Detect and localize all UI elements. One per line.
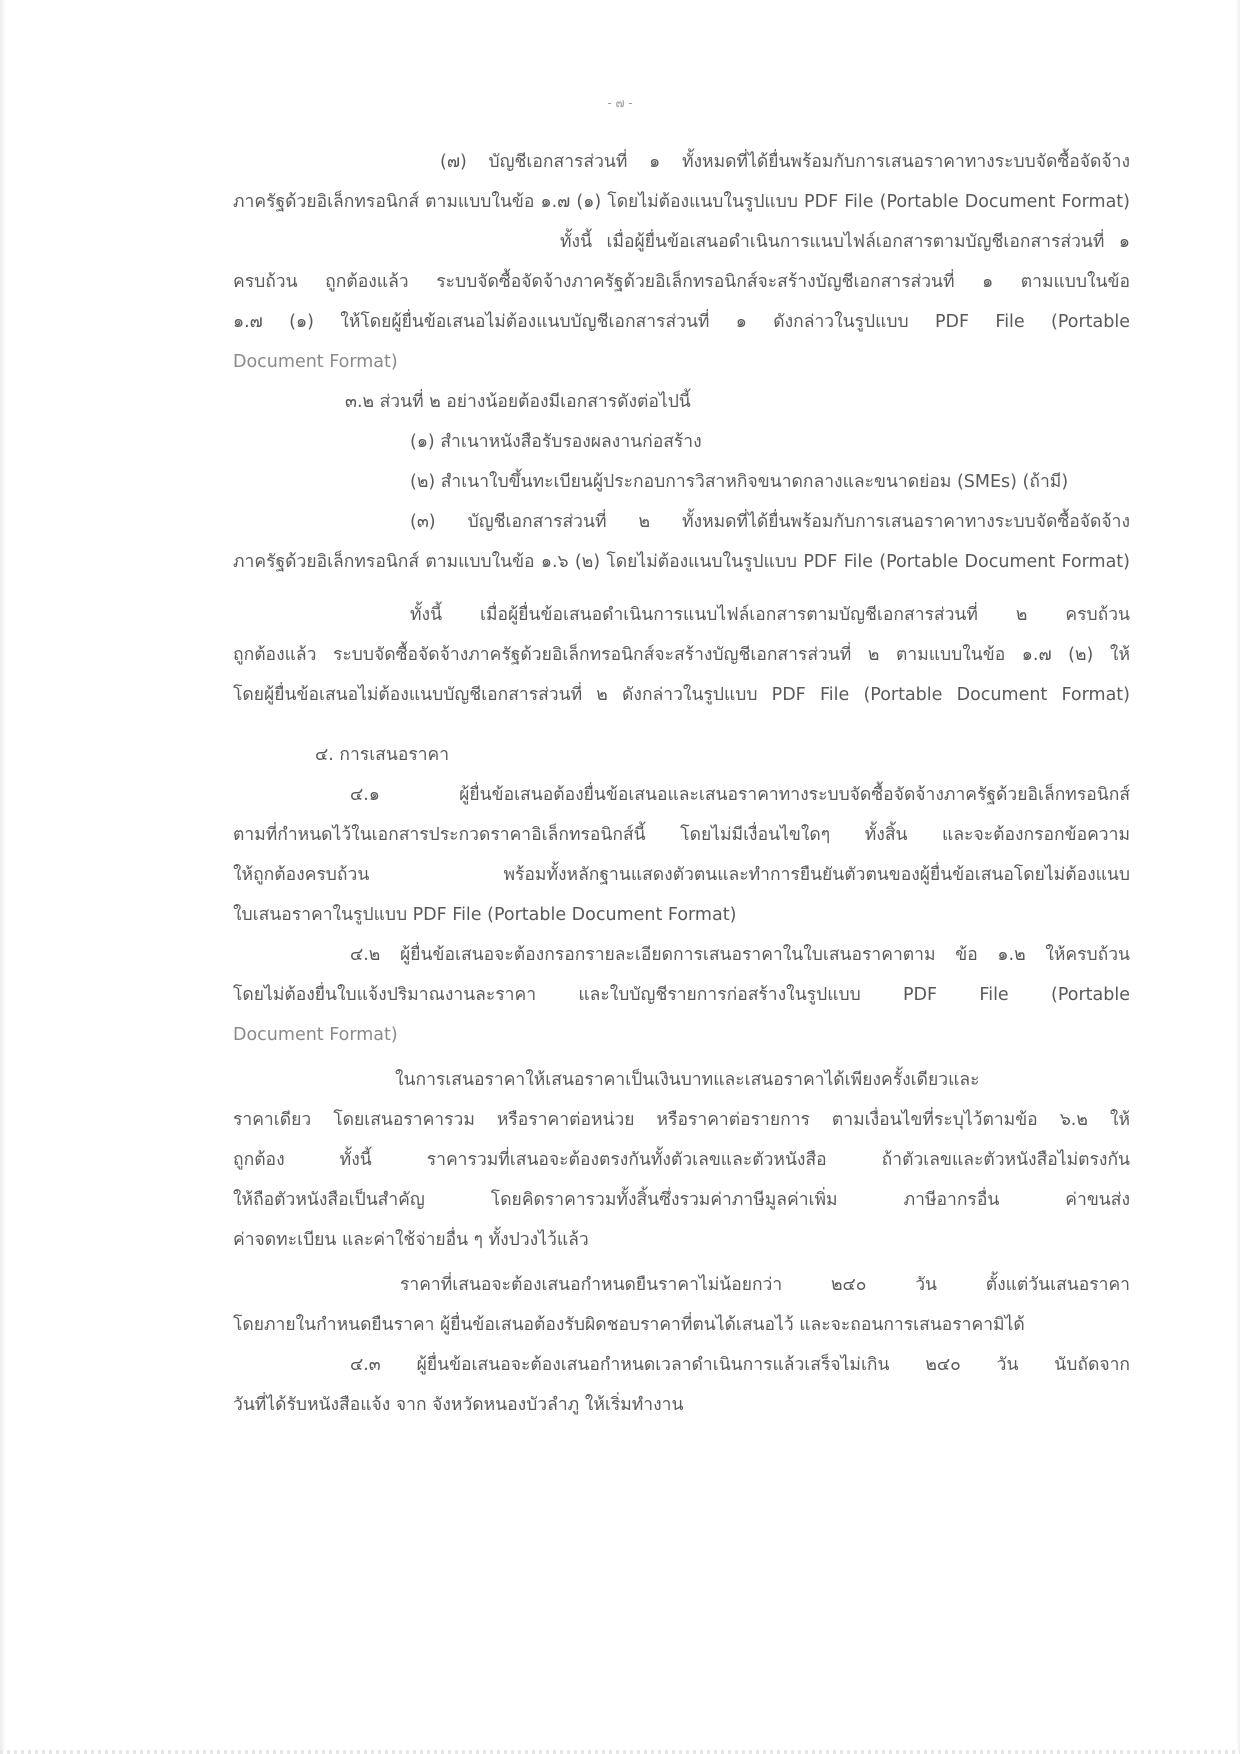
pricing-line-1: ในการเสนอราคาให้เสนอราคาเป็นเงินบาทและเสนอราคาได้เพียงครั้งเดียวและ [395, 1070, 980, 1090]
clause-4-1-line-4: ใบเสนอราคาในรูปแบบ PDF File (Portable Document Format) [233, 905, 737, 925]
clause-4-3-line-2: วันที่ได้รับหนังสือแจ้ง จาก จังหวัดหนองบัวลำภู ให้เริ่มทำงาน [233, 1395, 684, 1415]
validity-line-2: โดยภายในกำหนดยืนราคา ผู้ยื่นข้อเสนอต้องรับผิดชอบราคาที่ตนได้เสนอไว้ และจะถอนการเสนอราคามิได้ [233, 1315, 1025, 1335]
pricing-line-2: ราคาเดียว โดยเสนอราคารวม หรือราคาต่อหน่วย หรือราคาต่อรายการ ตามเงื่อนไขที่ระบุไว้ตามข้อ ๖.๒ ให้ [233, 1110, 1130, 1130]
section-3-2-item-1: (๑) สำเนาหนังสือรับรองผลงานก่อสร้าง [410, 432, 702, 452]
clause-4-1-line-2: ตามที่กำหนดไว้ในเอกสารประกวดราคาอิเล็กทรอนิกส์นี้ โดยไม่มีเงื่อนไขใดๆ ทั้งสิ้น และจะต้องกรอกข้อความ [233, 825, 1130, 845]
clause-4-1-line-1: ๔.๑ ผู้ยื่นข้อเสนอต้องยื่นข้อเสนอและเสนอราคาทางระบบจัดซื้อจัดจ้างภาครัฐด้วยอิเล็กทรอนิกส์ [350, 785, 1130, 805]
section-3-2-note-line-2: ถูกต้องแล้ว ระบบจัดซื้อจัดจ้างภาครัฐด้วยอิเล็กทรอนิกส์จะสร้างบัญชีเอกสารส่วนที่ ๒ ตามแบบในข้อ ๑.๗ (๒) ให้ [233, 645, 1130, 665]
validity-line-1: ราคาที่เสนอจะต้องเสนอกำหนดยืนราคาไม่น้อยกว่า ๒๔๐ วัน ตั้งแต่วันเสนอราคา [400, 1275, 1130, 1295]
clause-4-1-line-3: ให้ถูกต้องครบถ้วน พร้อมทั้งหลักฐานแสดงตัวตนและทำการยืนยันตัวตนของผู้ยื่นข้อเสนอโดยไม่ต้องแนบ [233, 865, 1130, 885]
item-7-note-line-3: ๑.๗ (๑) ให้โดยผู้ยื่นข้อเสนอไม่ต้องแนบบัญชีเอกสารส่วนที่ ๑ ดังกล่าวในรูปแบบ PDF File (Portable [233, 312, 1130, 332]
item-7-note-line-4: Document Format) [233, 352, 398, 372]
scan-edge-bottom [0, 1750, 1240, 1754]
clause-4-3-line-1: ๔.๓ ผู้ยื่นข้อเสนอจะต้องเสนอกำหนดเวลาดำเนินการแล้วเสร็จไม่เกิน ๒๔๐ วัน นับถัดจาก [350, 1355, 1130, 1375]
clause-4-2-line-3: Document Format) [233, 1025, 398, 1045]
section-4-heading: ๔. การเสนอราคา [315, 745, 450, 765]
clause-4-2-line-1: ๔.๒ ผู้ยื่นข้อเสนอจะต้องกรอกรายละเอียดการเสนอราคาในใบเสนอราคาตาม ข้อ ๑.๒ ให้ครบถ้วน [350, 945, 1130, 965]
section-3-2-item-3-continuation: ภาครัฐด้วยอิเล็กทรอนิกส์ ตามแบบในข้อ ๑.๖ (๒) โดยไม่ต้องแนบในรูปแบบ PDF File (Portable Document Format) [233, 552, 1130, 572]
item-7-note-line-2: ครบถ้วน ถูกต้องแล้ว ระบบจัดซื้อจัดจ้างภาครัฐด้วยอิเล็กทรอนิกส์จะสร้างบัญชีเอกสารส่วนที่ ๑ ตามแบบในข้อ [233, 272, 1130, 292]
pricing-line-5: ค่าจดทะเบียน และค่าใช้จ่ายอื่น ๆ ทั้งปวงไว้แล้ว [233, 1230, 589, 1250]
pricing-line-3: ถูกต้อง ทั้งนี้ ราคารวมที่เสนอจะต้องตรงกันทั้งตัวเลขและตัวหนังสือ ถ้าตัวเลขและตัวหนังสือไม่ตรงกัน [233, 1150, 1130, 1170]
section-3-2-heading: ๓.๒ ส่วนที่ ๒ อย่างน้อยต้องมีเอกสารดังต่อไปนี้ [345, 392, 691, 412]
pricing-line-4: ให้ถือตัวหนังสือเป็นสำคัญ โดยคิดราคารวมทั้งสิ้นซึ่งรวมค่าภาษีมูลค่าเพิ่ม ภาษีอากรอื่น ค่าขนส่ง [233, 1190, 1130, 1210]
section-3-2-item-3: (๓) บัญชีเอกสารส่วนที่ ๒ ทั้งหมดที่ได้ยื่นพร้อมกับการเสนอราคาทางระบบจัดซื้อจัดจ้าง [410, 512, 1130, 532]
scan-edge-left [0, 0, 6, 1754]
item-7-line-1: (๗) บัญชีเอกสารส่วนที่ ๑ ทั้งหมดที่ได้ยื่นพร้อมกับการเสนอราคาทางระบบจัดซื้อจัดจ้าง [440, 152, 1130, 172]
item-7-note-line-1: ทั้งนี้ เมื่อผู้ยื่นข้อเสนอดำเนินการแนบไฟล์เอกสารตามบัญชีเอกสารส่วนที่ ๑ [560, 232, 1130, 252]
section-3-2-item-2: (๒) สำเนาใบขึ้นทะเบียนผู้ประกอบการวิสาหกิจขนาดกลางและขนาดย่อม (SMEs) (ถ้ามี) [410, 472, 1069, 492]
clause-4-2-line-2: โดยไม่ต้องยื่นใบแจ้งปริมาณงานละราคา และใบบัญชีรายการก่อสร้างในรูปแบบ PDF File (Portable [233, 985, 1130, 1005]
section-3-2-note-line-1: ทั้งนี้ เมื่อผู้ยื่นข้อเสนอดำเนินการแนบไฟล์เอกสารตามบัญชีเอกสารส่วนที่ ๒ ครบถ้วน [410, 605, 1130, 625]
item-7-line-2: ภาครัฐด้วยอิเล็กทรอนิกส์ ตามแบบในข้อ ๑.๗ (๑) โดยไม่ต้องแนบในรูปแบบ PDF File (Portable Document Format) [233, 192, 1130, 212]
scan-edge-right [1236, 0, 1240, 1754]
page-number: - ๗ - [607, 96, 633, 110]
section-3-2-note-line-3: โดยผู้ยื่นข้อเสนอไม่ต้องแนบบัญชีเอกสารส่วนที่ ๒ ดังกล่าวในรูปแบบ PDF File (Portable Document Format) [233, 685, 1130, 705]
